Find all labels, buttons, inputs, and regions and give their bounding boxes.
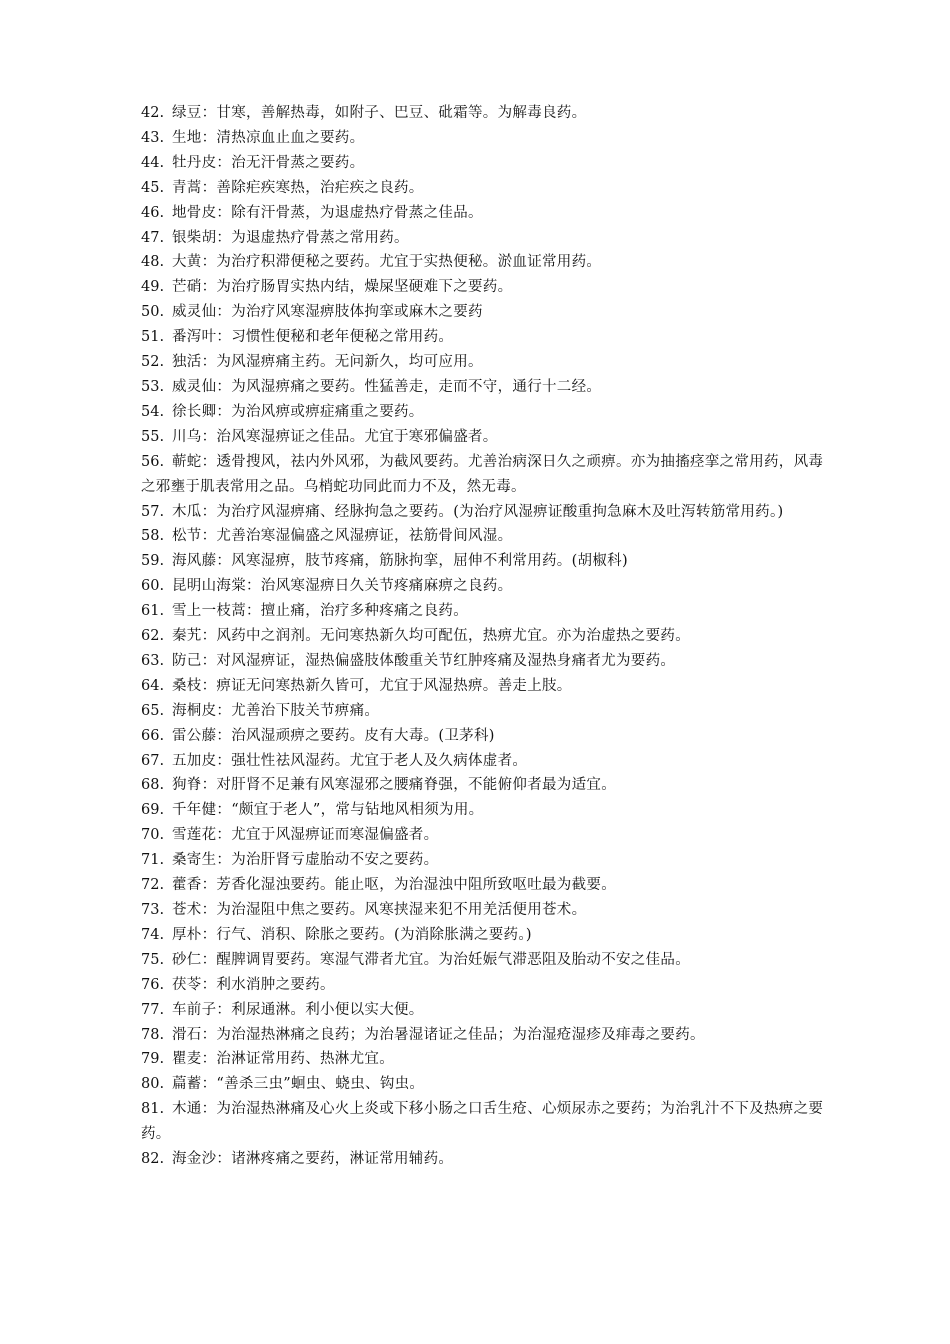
list-item [141,699,824,724]
entry-number: 75. [141,951,165,968]
list-item [141,101,824,126]
entry-number: 44. [141,154,165,171]
entry-number: 73. [141,902,165,918]
entry-number: 42. [141,105,165,121]
list-item [141,599,824,624]
entry-number: 58. [141,528,165,545]
list-item [141,823,824,848]
list-item [141,674,824,699]
entry-number: 68. [141,777,165,794]
entry-text: 砂仁：醒脾调胃要药。寒湿气滞者尤宜。为治妊娠气滞恶阻及胎动不安之佳品。 [172,951,690,968]
entry-number: 77. [141,1001,165,1018]
list-item [141,1047,824,1072]
entry-number: 70. [141,827,165,844]
entry-number: 74. [141,926,165,943]
entry-number: 82. [141,1151,165,1168]
entry-text: 独活：为风湿痹痛主药。无问新久，均可应用。 [172,354,483,371]
entry-text: 五加皮：强壮性祛风湿药。尤宜于老人及久病体虚者。 [172,752,528,769]
list-item [141,724,824,749]
list-item [141,1072,824,1097]
entry-text: 雷公藤：治风湿顽痹之要药。皮有大毒。(卫茅科) [172,727,495,744]
entry-number: 54. [141,403,165,420]
entry-number: 43. [141,129,165,146]
entry-number: 66. [141,727,165,744]
entry-text: 藿香：芳香化湿浊要药。能止呕，为治湿浊中阻所致呕吐最为截要。 [172,877,616,894]
entry-number: 80. [141,1076,165,1093]
list-item [141,176,824,201]
entry-text: 海金沙：诸淋疼痛之要药，淋证常用辅药。 [172,1151,454,1168]
entry-text: 番泻叶：习惯性便秘和老年便秘之常用药。 [172,329,454,346]
entry-text: 萹蓄：“善杀三虫”蛔虫、蛲虫、钩虫。 [172,1076,425,1093]
list-item [141,649,824,674]
list-item [141,1097,824,1147]
entry-text: 滑石：为治湿热淋痛之良药；为治暑湿诸证之佳品；为治湿疮湿疹及痱毒之要药。 [172,1026,705,1043]
list-item [141,275,824,300]
list-item [141,325,824,350]
entry-number: 60. [141,578,165,595]
entry-text: 大黄：为治疗积滞便秘之要药。尤宜于实热便秘。淤血证常用药。 [172,254,602,271]
entry-text: 桑枝：痹证无问寒热新久皆可，尤宜于风湿热痹。善走上肢。 [172,677,572,694]
entry-number: 71. [141,852,165,869]
entry-text: 木通：为治湿热淋痛及心火上炎或下移小肠之口舌生疮、心烦尿赤之要药；为治乳汁不下及热痹之要药。 [141,1101,824,1143]
entry-number: 49. [141,279,165,296]
entry-text: 秦艽：风药中之润剂。无问寒热新久均可配伍，热痹尤宜。亦为治虚热之要药。 [172,628,690,645]
list-item [141,923,824,948]
entry-number: 62. [141,628,165,645]
list-item [141,201,824,226]
entry-number: 46. [141,204,165,221]
entry-number: 61. [141,603,165,620]
entry-number: 64. [141,677,165,694]
entry-number: 79. [141,1051,165,1068]
entry-text: 威灵仙：为风湿痹痛之要药。性猛善走，走而不守，通行十二经。 [172,378,602,395]
list-item [141,1023,824,1048]
entry-text: 瞿麦：治淋证常用药、热淋尤宜。 [172,1051,394,1068]
entry-number: 56. [141,453,165,470]
entry-number: 52. [141,354,165,371]
entry-number: 59. [141,553,165,570]
entry-text: 车前子：利尿通淋。利小便以实大便。 [172,1001,424,1018]
entry-text: 千年健：“颇宜于老人”，常与钻地风相须为用。 [172,802,484,819]
entry-text: 蕲蛇：透骨搜风，祛内外风邪，为截风要药。尤善治病深日久之顽痹。亦为抽搐痉挛之常用药，风毒之邪壅于肌表常用之品。乌梢蛇功同此而力不及，然无毒。 [141,453,824,495]
list-item [141,848,824,873]
list-item [141,873,824,898]
entry-text: 银柴胡：为退虚热疗骨蒸之常用药。 [172,229,409,246]
list-item [141,375,824,400]
entry-text: 桑寄生：为治肝肾亏虚胎动不安之要药。 [172,852,439,869]
list-item [141,624,824,649]
entry-number: 47. [141,229,165,246]
entry-number: 78. [141,1026,165,1043]
list-item [141,226,824,251]
list-item [141,549,824,574]
entry-text: 青蒿：善除疟疾寒热，治疟疾之良药。 [172,179,424,196]
list-item [141,1147,824,1172]
list-item [141,400,824,425]
entry-text: 生地：清热凉血止血之要药。 [172,129,365,146]
entry-number: 51. [141,329,165,346]
list-item [141,798,824,823]
entry-number: 67. [141,752,165,769]
entry-number: 45. [141,179,165,196]
list-item [141,973,824,998]
list-item [141,450,824,500]
entry-text: 徐长卿：为治风痹或痹症痛重之要药。 [172,403,424,420]
list-item [141,524,824,549]
list-item [141,574,824,599]
entry-text: 地骨皮：除有汗骨蒸，为退虚热疗骨蒸之佳品。 [172,204,483,221]
entry-text: 木瓜：为治疗风湿痹痛、经脉拘急之要药。(为治疗风湿痹证酸重拘急麻木及吐泻转筋常用药。) [172,503,784,520]
entry-text: 防己：对风湿痹证，湿热偏盛肢体酸重关节红肿疼痛及湿热身痛者尤为要药。 [172,652,676,669]
entry-number: 69. [141,802,165,819]
list-item [141,500,824,525]
entry-number: 50. [141,304,165,321]
list-item [141,151,824,176]
entry-text: 海桐皮：尤善治下肢关节痹痛。 [172,702,380,719]
list-item [141,998,824,1023]
entry-number: 72. [141,877,165,894]
entry-text: 昆明山海棠：治风寒湿痹日久关节疼痛麻痹之良药。 [172,578,513,595]
entry-text: 狗脊：对肝肾不足兼有风寒湿邪之腰痛脊强，不能俯仰者最为适宜。 [172,777,616,794]
list-item [141,749,824,774]
list-item [141,898,824,923]
list-item [141,948,824,973]
entry-list [141,101,824,1172]
entry-number: 76. [141,976,165,993]
list-item [141,773,824,798]
list-item [141,300,824,325]
entry-number: 55. [141,428,165,445]
entry-number: 53. [141,378,165,395]
entry-number: 65. [141,702,165,719]
list-item [141,250,824,275]
entry-text: 苍术：为治湿阻中焦之要药。风寒挟湿来犯不用羌活便用苍术。 [172,902,587,918]
entry-text: 松节：尤善治寒湿偏盛之风湿痹证，祛筋骨间风湿。 [172,528,513,545]
entry-text: 绿豆：甘寒，善解热毒，如附子、巴豆、砒霜等。为解毒良药。 [172,105,587,121]
list-item [141,425,824,450]
entry-text: 茯苓：利水消肿之要药。 [172,976,335,993]
entry-number: 57. [141,503,165,520]
entry-number: 48. [141,254,165,271]
entry-text: 厚朴：行气、消积、除胀之要药。(为消除胀满之要药。) [172,926,532,943]
list-item [141,350,824,375]
entry-number: 63. [141,652,165,669]
entry-text: 雪莲花：尤宜于风湿痹证而寒湿偏盛者。 [172,827,439,844]
entry-text: 川乌：治风寒湿痹证之佳品。尤宜于寒邪偏盛者。 [172,428,498,445]
entry-number: 81. [141,1101,165,1118]
entry-text: 威灵仙：为治疗风寒湿痹肢体拘挛或麻木之要药 [172,304,483,321]
entry-text: 雪上一枝蒿：擅止痛，治疗多种疼痛之良药。 [172,603,468,620]
entry-text: 海风藤：风寒湿痹，肢节疼痛，筋脉拘挛，屈伸不利常用药。(胡椒科) [172,553,628,570]
list-item [141,126,824,151]
entry-text: 芒硝：为治疗肠胃实热内结，燥屎坚硬难下之要药。 [172,279,513,296]
entry-text: 牡丹皮：治无汗骨蒸之要药。 [172,154,365,171]
